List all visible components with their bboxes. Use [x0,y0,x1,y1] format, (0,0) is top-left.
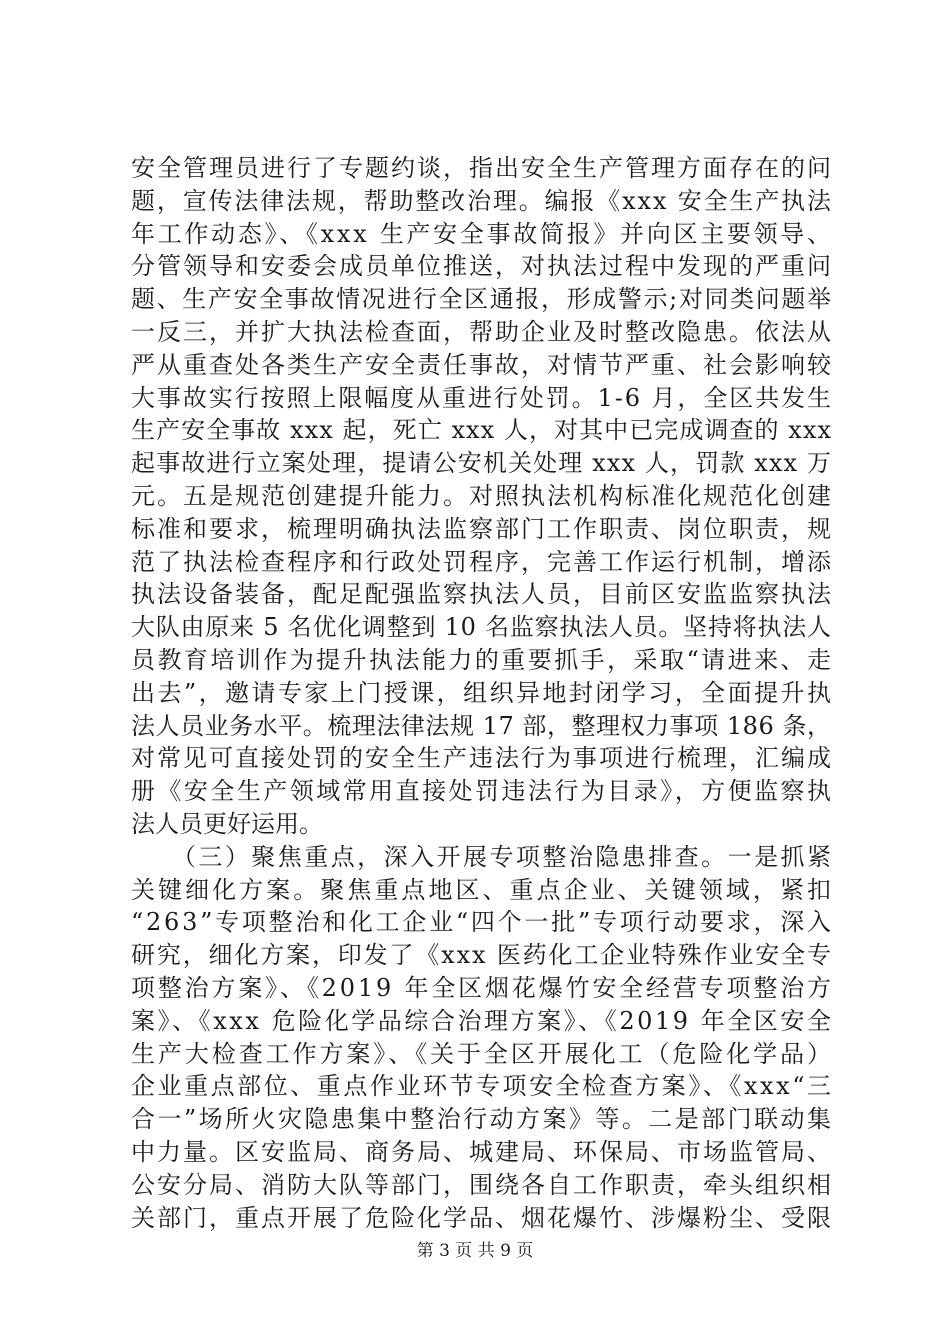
body-line: 关部门，重点开展了危险化学品、烟花爆竹、涉爆粉尘、受限 [131,1203,833,1232]
body-line: 中力量。区安监局、商务局、城建局、环保局、市场监管局、 [131,1137,833,1166]
body-line: 出去”，邀请专家上门授课，组织异地封闭学习，全面提升执 [131,678,834,707]
body-line: 法人员更好运用。 [131,809,323,838]
body-line: 生产安全事故 xxx 起，死亡 xxx 人，对其中已完成调查的 xxx [131,416,833,445]
body-line: 大事故实行按照上限幅度从重进行处罚。1-6 月，全区共发生 [131,383,833,412]
body-line: 合一”场所火灾隐患集中整治行动方案》等。二是部门联动集 [131,1105,834,1134]
body-line: 年工作动态》、《xxx 生产安全事故简报》并向区主要领导、 [131,219,834,248]
body-line: 元。五是规范创建提升能力。对照执法机构标准化规范化创建 [131,481,833,510]
body-line: 安全管理员进行了专题约谈，指出安全生产管理方面存在的问 [131,154,833,182]
page-footer: 第 3 页 共 9 页 [416,1241,534,1261]
body-line: 起事故进行立案处理，提请公安机关处理 xxx 人，罚款 xxx 万 [131,449,833,478]
body-line: （三）聚焦重点，深入开展专项整治隐患排查。一是抓紧 [131,842,834,871]
body-line: 分管领导和安委会成员单位推送，对执法过程中发现的严重问 [131,252,833,281]
body-line: 企业重点部位、重点作业环节专项安全检查方案》、《xxx“三 [131,1072,834,1101]
body-line: 项整治方案》、《2019 年全区烟花爆竹安全经营专项整治方 [131,973,834,1002]
body-line: 范了执法检查程序和行政处罚程序，完善工作运行机制，增添 [131,547,833,576]
body-line: 对常见可直接处罚的安全生产违法行为事项进行梳理，汇编成 [131,744,833,773]
body-line: 案》、《xxx 危险化学品综合治理方案》、《2019 年全区安全 [131,1006,834,1035]
body-line: 公安分局、消防大队等部门，围绕各自工作职责，牵头组织相 [131,1170,833,1199]
body-line: 一反三，并扩大执法检查面，帮助企业及时整改隐患。依法从 [131,317,833,346]
body-line: 题，宣传法律法规，帮助整改治理。编报《xxx 安全生产执法 [131,186,833,215]
body-line: 册《安全生产领域常用直接处罚违法行为目录》，方便监察执 [131,777,834,806]
body-line: 研究，细化方案，印发了《xxx 医药化工企业特殊作业安全专 [131,941,833,970]
body-text [131,152,835,1234]
body-line: “263”专项整治和化工企业“四个一批”专项行动要求，深入 [131,908,834,937]
body-line: 题、生产安全事故情况进行全区通报，形成警示;对同类问题举 [131,285,833,314]
body-line: 严从重查处各类生产安全责任事故，对情节严重、社会影响较 [131,350,833,379]
body-line: 员教育培训作为提升执法能力的重要抓手，采取“请进来、走 [131,645,834,674]
body-line: 标准和要求，梳理明确执法监察部门工作职责、岗位职责，规 [131,514,833,543]
body-line: 执法设备装备，配足配强监察执法人员，目前区安监监察执法 [131,580,833,609]
body-line: 法人员业务水平。梳理法律法规 17 部，整理权力事项 186 条， [131,711,832,740]
body-line: 关键细化方案。聚焦重点地区、重点企业、关键领域，紧扣 [131,875,835,904]
body-line: 生产大检查工作方案》、《关于全区开展化工（危险化学品） [131,1039,834,1068]
body-line: 大队由原来 5 名优化调整到 10 名监察执法人员。坚持将执法人 [131,613,832,642]
